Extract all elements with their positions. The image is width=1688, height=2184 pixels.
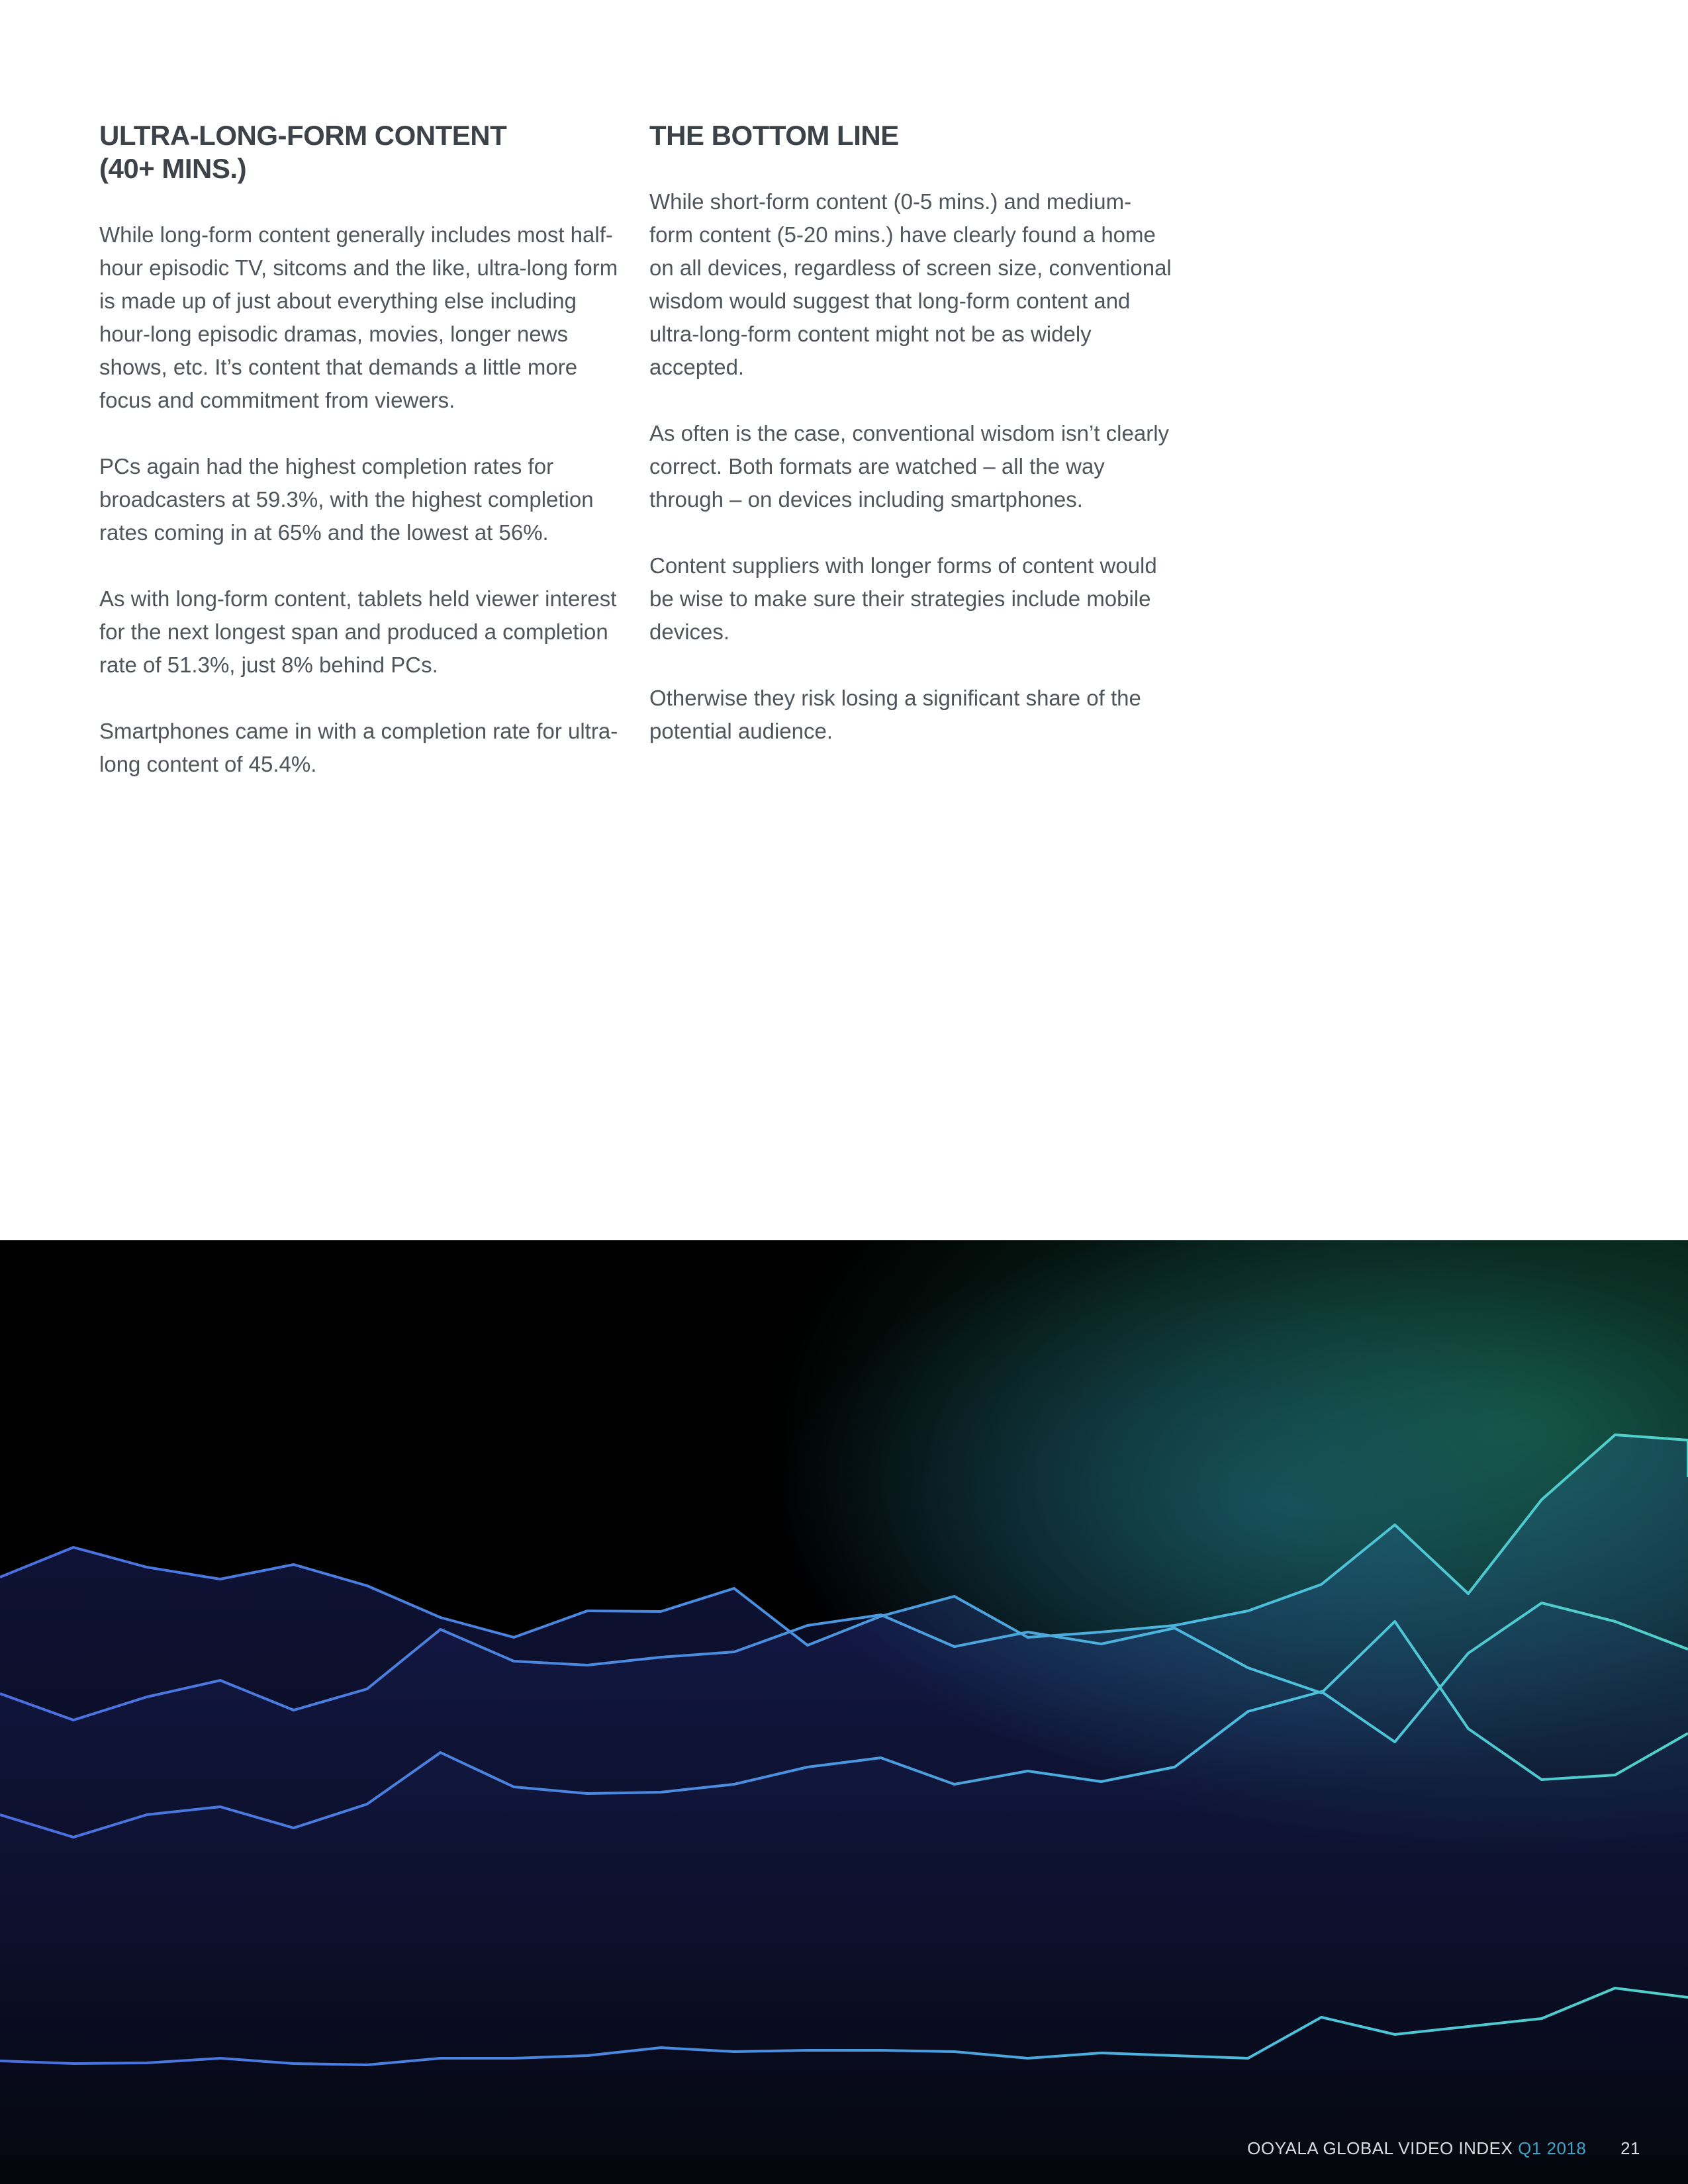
left-paragraph: Smartphones came in with a completion rate for ultra-long content of 45.4%. [99,719,618,776]
right-column [649,119,1172,781]
green-glow [0,1240,1688,2184]
left-paragraph: While long-form content generally includes most half-hour episodic TV, sitcoms and the like, ultra-long form is made up of just about everything else including hour-long episodic dramas, movies, longer news shows, etc. It’s content that demands a little more focus and commitment from viewers. [99,222,618,412]
heading-line-2: (40+ MINS.) [99,153,247,184]
left-paragraph: As with long-form content, tablets held viewer interest for the next longest span and produced a completion rate of 51.3%, just 8% behind PCs. [99,586,617,677]
right-paragraph: Content suppliers with longer forms of content would be wise to make sure their strategies include mobile devices. [649,553,1157,644]
footer-period: Q1 2018 [1518,2138,1587,2158]
section-heading-bottom-line: THE BOTTOM LINE [649,120,899,151]
decorative-line-graphic [0,1240,1688,2184]
left-paragraph: PCs again had the highest completion rates for broadcasters at 59.3%, with the highest completion rates coming in at 65% and the lowest at 56%. [99,454,594,545]
right-paragraph: Otherwise they risk losing a significant share of the potential audience. [649,686,1141,743]
section-heading-ultra-long-form [99,119,622,185]
heading-line-1: ULTRA-LONG-FORM CONTENT [99,120,507,151]
footer-report-title: OOYALA GLOBAL VIDEO INDEX [1247,2138,1513,2158]
page-number: 21 [1620,2138,1640,2158]
page-footer [1247,2138,1640,2159]
decorative-lines-svg [0,1240,1688,2184]
right-paragraph: While short-form content (0-5 mins.) and medium-form content (5-20 mins.) have clearly found a home on all devices, regardless of screen size, conventional wisdom would suggest that long-form content and ultra-long-form content might not be as widely accepted. [649,189,1172,379]
left-column [99,119,622,814]
right-paragraph: As often is the case, conventional wisdom isn’t clearly correct. Both formats are watched – all the way through – on devices including smartphones. [649,421,1170,512]
